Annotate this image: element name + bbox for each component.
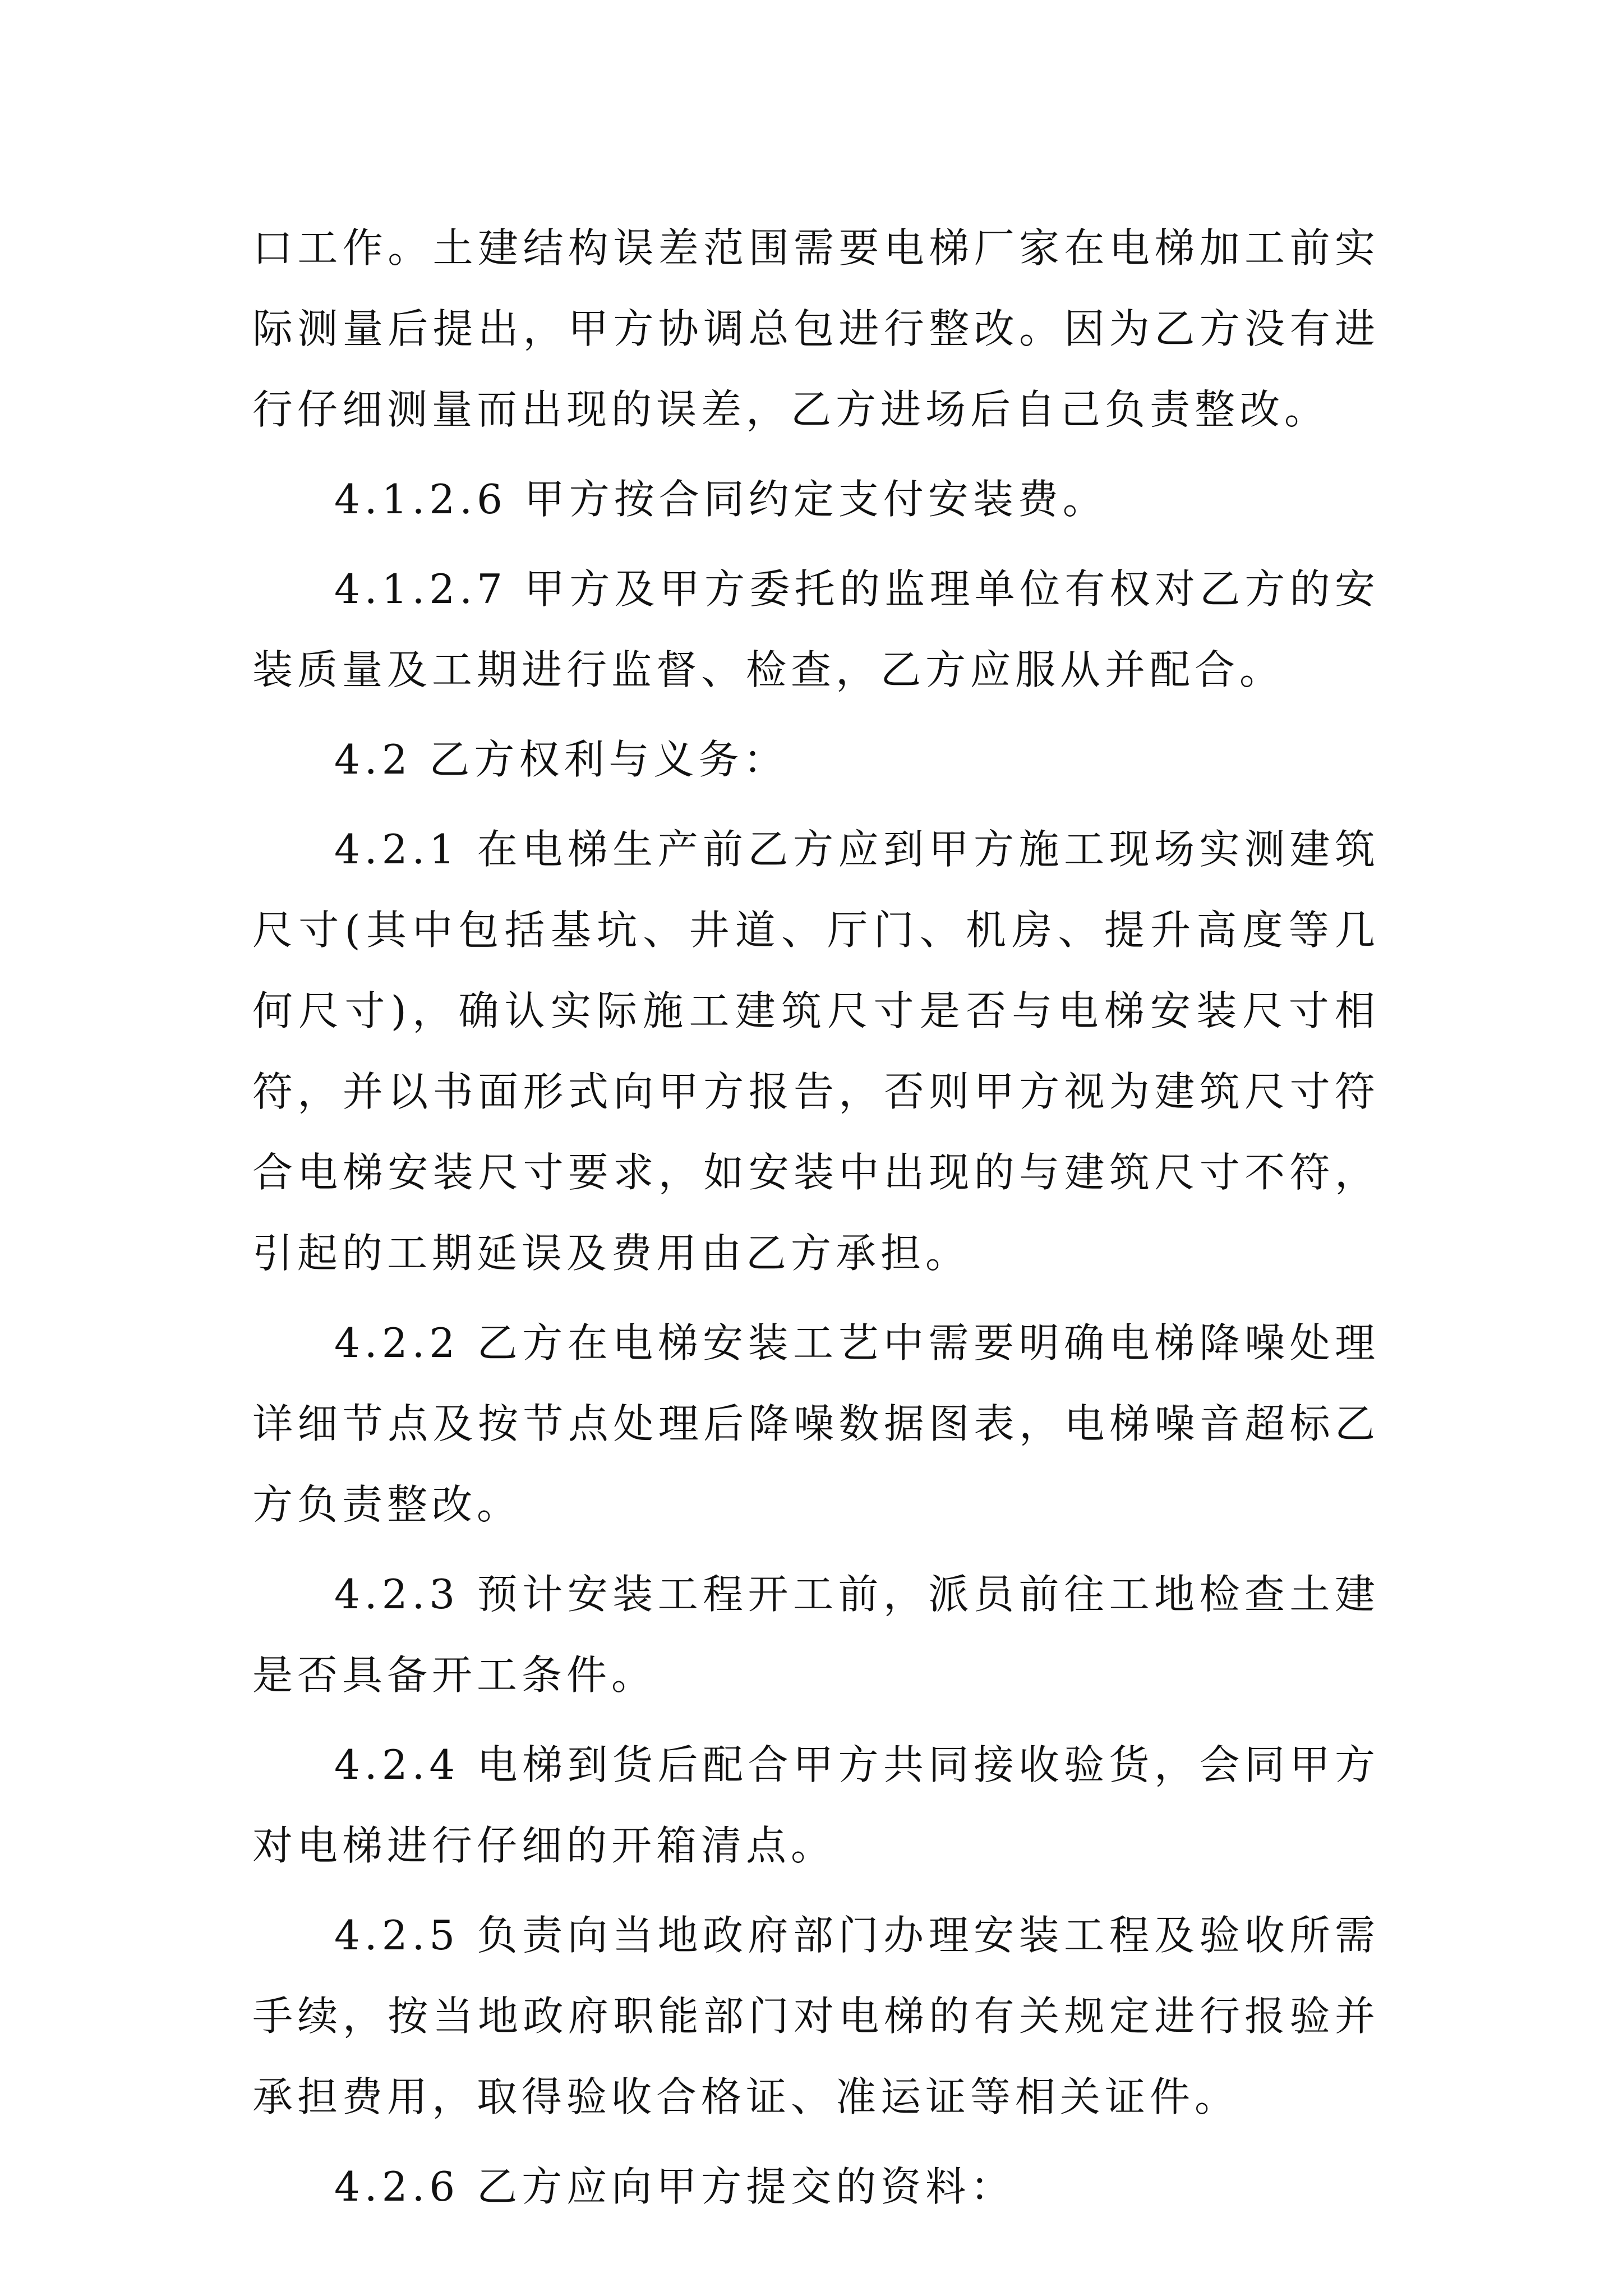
paragraph-4-2-1: 4.2.1 在电梯生产前乙方应到甲方施工现场实测建筑尺寸(其中包括基坑、井道、厅门、机房、提升高度等几何尺寸)，确认实际施工建筑尺寸是否与电梯安装尺寸相符，并以书面形式向甲方报告，否则甲方视为建筑尺寸符合电梯安装尺寸要求，如安装中出现的与建筑尺寸不符，引起的工期延误及费用由乙方承担。 (252, 826, 1380, 1277)
document-body (252, 208, 1380, 2236)
paragraph-4-2-5: 4.2.5 负责向当地政府部门办理安装工程及验收所需手续，按当地政府职能部门对电梯的有关规定进行报验并承担费用，取得验收合格证、准运证等相关证件。 (252, 1912, 1380, 2120)
paragraph-4-2-2: 4.2.2 乙方在电梯安装工艺中需要明确电梯降噪处理详细节点及按节点处理后降噪数据图表，电梯噪音超标乙方负责整改。 (252, 1319, 1380, 1528)
paragraph-4-2-6: 4.2.6 乙方应向甲方提交的资料： (334, 2163, 1016, 2210)
paragraph-4-1-2-6: 4.1.2.6 甲方按合同约定支付安装费。 (334, 476, 1108, 523)
paragraph-4-2-4: 4.2.4 电梯到货后配合甲方共同接收验货，会同甲方对电梯进行仔细的开箱清点。 (252, 1741, 1380, 1869)
paragraph-4-1-2-7: 4.1.2.7 甲方及甲方委托的监理单位有权对乙方的安装质量及工期进行监督、检查，乙方应服从并配合。 (252, 565, 1380, 693)
paragraph-continuation: 口工作。土建结构误差范围需要电梯厂家在电梯加工前实际测量后提出，甲方协调总包进行整改。因为乙方没有进行仔细测量而出现的误差，乙方进场后自己负责整改。 (252, 224, 1380, 433)
section-heading-4-2: 4.2 乙方权利与义务： (334, 736, 789, 783)
paragraph-4-2-3: 4.2.3 预计安装工程开工前，派员前往工地检查土建是否具备开工条件。 (252, 1571, 1380, 1699)
